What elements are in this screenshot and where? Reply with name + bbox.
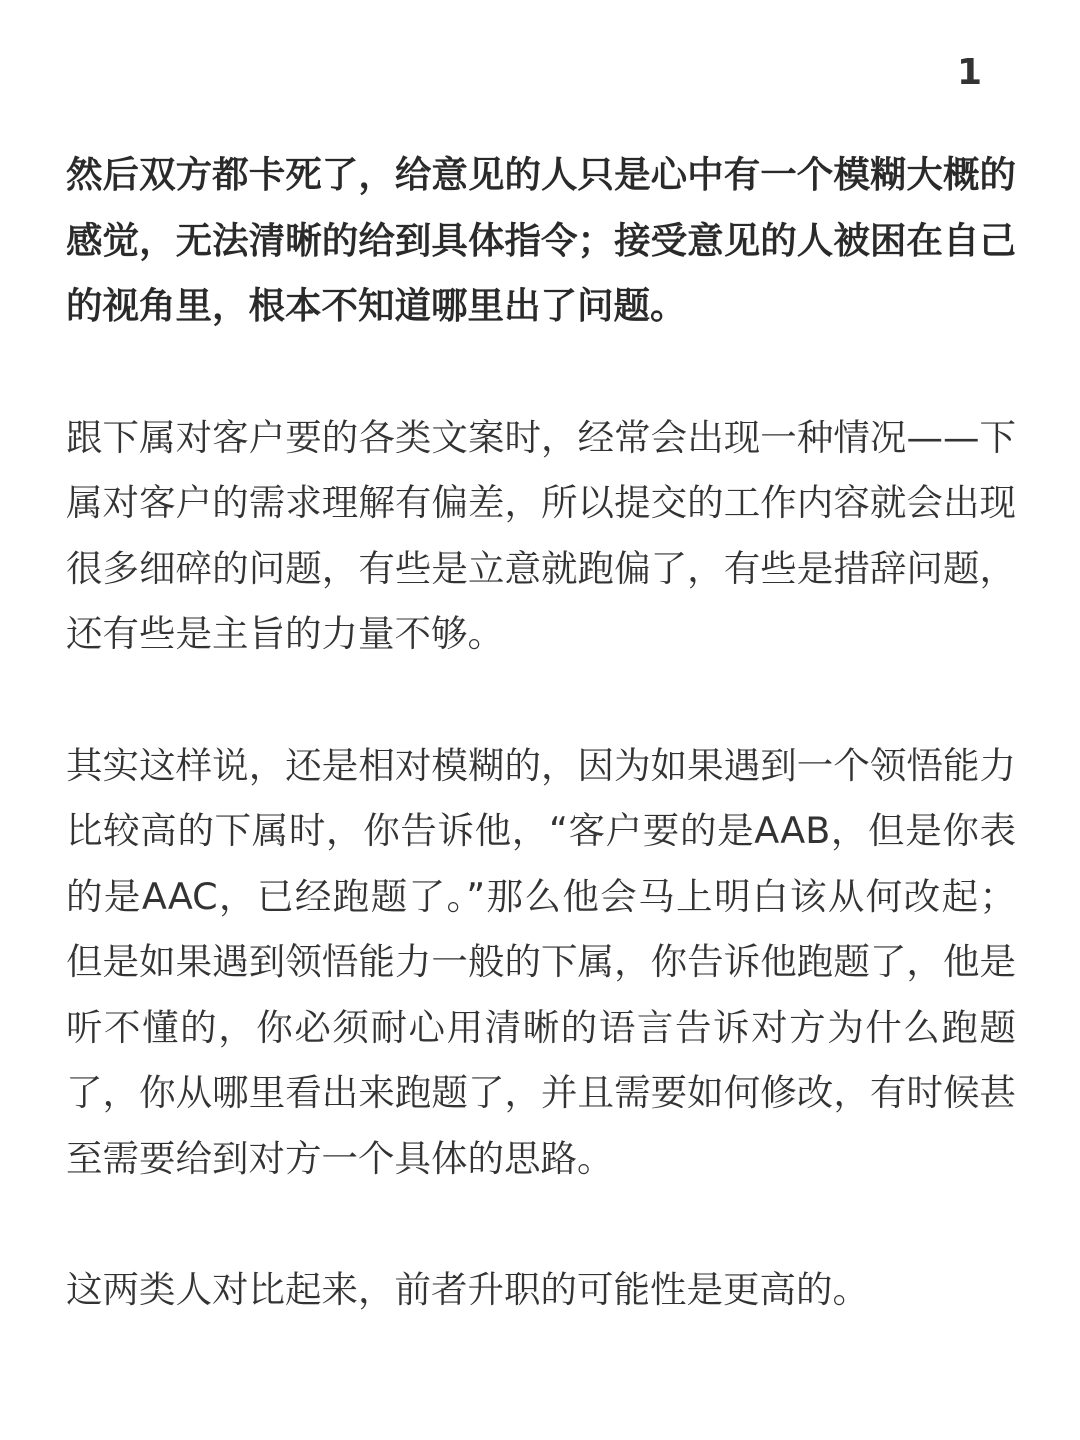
paragraph-conclusion: 这两类人对比起来，前者升职的可能性是更高的。 [66,1268,869,1311]
paragraph-emphasis: 然后双方都卡死了，给意见的人只是心中有一个模糊大概的感觉，无法清晰的给到具体指令；接受意见的人被困在自己的视角里，根本不知道哪里出了问题。 [66,153,1016,327]
paragraph-explanation: 其实这样说，还是相对模糊的，因为如果遇到一个领悟能力比较高的下属时，你告诉他，“客户要的是AAB，但是你表的是AAC，已经跑题了。”那么他会马上明白该从何改起；但是如果遇到领悟能力一般的下属，你告诉他跑题了，他是听不懂的，你必须耐心用清晰的语言告诉对方为什么跑题了，你从哪里看出来跑题了，并且需要如何修改，有时候甚至需要给到对方一个具体的思路。 [66,743,1016,1180]
article-body [66,142,1016,1323]
paragraph-situation: 跟下属对客户要的各类文案时，经常会出现一种情况——下属对客户的需求理解有偏差，所以提交的工作内容就会出现很多细碎的问题，有些是立意就跑偏了，有些是措辞问题，还有些是主旨的力量不够。 [66,415,1016,655]
page-number: 1 [956,52,982,93]
